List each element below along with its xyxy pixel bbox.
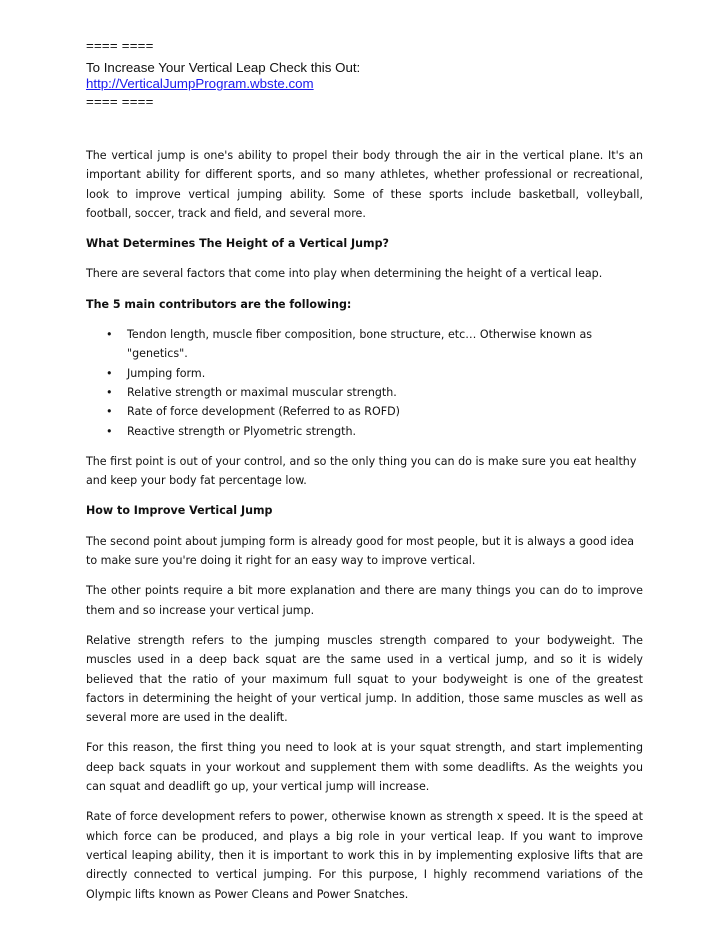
list-item-text: Jumping form. (127, 366, 206, 380)
promo-title: To Increase Your Vertical Leap Check this Out: (86, 60, 361, 75)
promo-header (86, 38, 643, 110)
bullet-icon: • (106, 424, 113, 438)
list-item-text: Relative strength or maximal muscular strength. (127, 385, 397, 399)
heading-contributors: The 5 main contributors are the following: (86, 297, 352, 311)
separator-bottom: ==== ==== (86, 94, 154, 109)
heading-what-determines: What Determines The Height of a Vertical Jump? (86, 237, 389, 251)
separator-top: ==== ==== (86, 38, 154, 53)
list-item-text: Rate of force development (Referred to as ROFD) (127, 405, 400, 419)
document-page (86, 38, 643, 915)
article-body (86, 146, 643, 904)
second-point-paragraph: The second point about jumping form is already good for most people, but it is always a good idea to make sure you're doing it right for an easy way to improve vertical. (86, 534, 635, 568)
list-item (106, 402, 643, 421)
list-item (106, 383, 643, 402)
bullet-icon: • (106, 405, 113, 419)
contributors-list (86, 325, 643, 441)
bullet-icon: • (106, 366, 113, 380)
first-point-paragraph: The first point is out of your control, and so the only thing you can do is make sure you eat healthy and keep your body fat percentage low. (86, 454, 637, 488)
relative-strength-paragraph: Relative strength refers to the jumping muscles strength compared to your bodyweight. The muscles used in a deep back squat are the same used in a vertical jump, and so it is widely believed that the ratio of your maximum full squat to your bodyweight is one of the greatest factors in determining the height of your vertical jump. In addition, those same muscles as well as several more are used in the dealift. (86, 633, 643, 725)
squat-strength-paragraph: For this reason, the first thing you need to look at is your squat strength, and start implementing deep back squats in your workout and supplement them with some deadlifts. As the weights you can squat and deadlift go up, your vertical jump will increase. (86, 741, 643, 794)
list-item (106, 364, 643, 383)
list-item-text: Reactive strength or Plyometric strength. (127, 424, 357, 438)
list-item (106, 325, 643, 364)
list-item (106, 422, 643, 441)
factors-intro-paragraph: There are several factors that come into play when determining the height of a vertical leap. (86, 267, 603, 281)
rofd-paragraph: Rate of force development refers to power, otherwise known as strength x speed. It is the speed at which force can be produced, and plays a big role in your vertical leap. If you want to improve vertical leaping ability, then it is important to work this in by implementing explosive lifts that are directly connected to vertical jumping. For this purpose, I highly recommend variations of the Olympic lifts known as Power Cleans and Power Snatches. (86, 810, 643, 901)
other-points-paragraph: The other points require a bit more explanation and there are many things you can do to improve them and so increase your vertical jump. (86, 584, 643, 617)
list-item-text: Tendon length, muscle fiber composition, bone structure, etc… Otherwise known as "genetics". (127, 328, 593, 361)
heading-how-to-improve: How to Improve Vertical Jump (86, 504, 273, 518)
intro-paragraph: The vertical jump is one's ability to propel their body through the air in the vertical plane. It's an important ability for different sports, and so many athletes, whether professional or recreational, look to improve vertical jumping ability. Some of these sports include basketball, volleyball, football, soccer, track and field, and several more. (86, 149, 643, 220)
promo-link[interactable]: http://VerticalJumpProgram.wbste.com (86, 76, 314, 91)
bullet-icon: • (106, 328, 113, 342)
bullet-icon: • (106, 385, 113, 399)
